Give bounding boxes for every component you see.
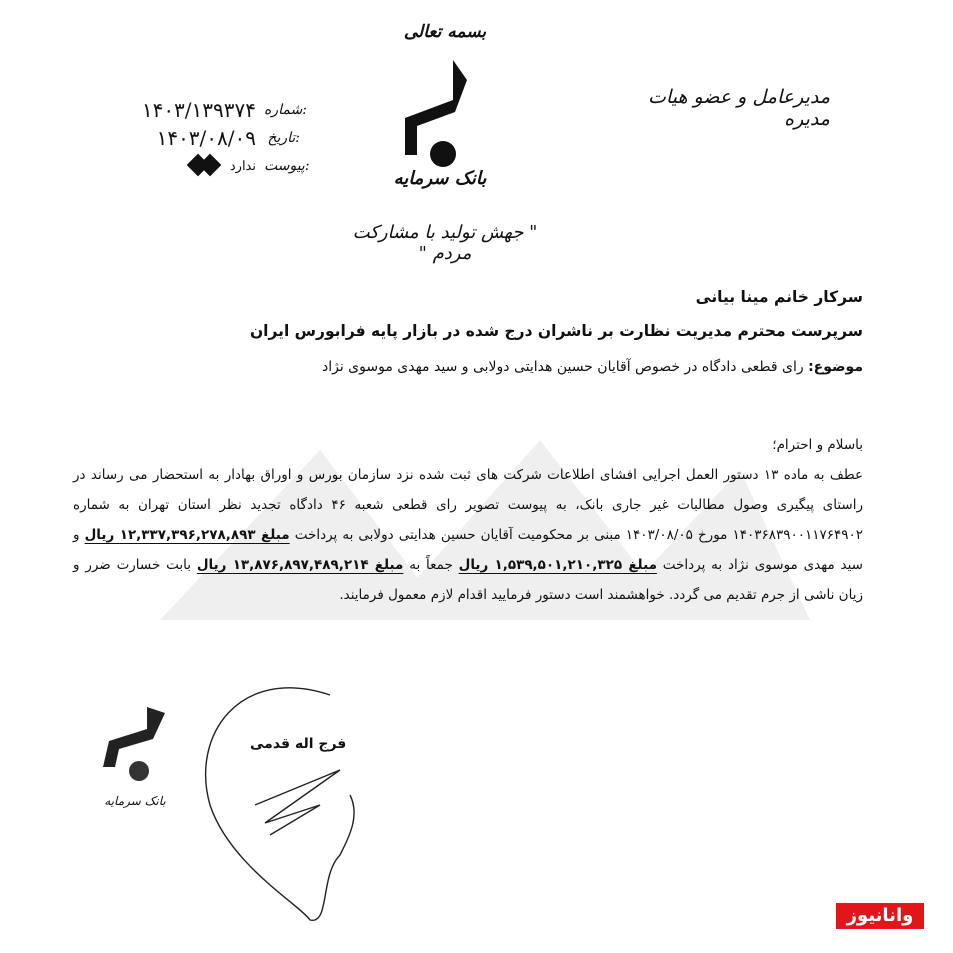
body-paragraph (73, 460, 863, 610)
subject-text: رای قطعی دادگاه در خصوص آقایان حسین هدایتی دولابی و سید مهدی موسوی نژاد (321, 359, 804, 375)
bank-logo (395, 60, 475, 180)
paragraph-text: عطف به ماده ۱۳ دستور العمل اجرایی افشای اطلاعات شرکت های ثبت شده نزد سازمان بورس و اوراق بهادار به استحضار می رساند در راستای پیگیری وصول مطالبات غیر جاری بانک، به پیوست تصویر رای قطعی شعبه ۴۶ دادگاه تجدید نظر استان تهران به شماره ۱۴۰۳۶۸۳۹۰۰۱۱۷۶۴۹۰۲ مورخ ۱۴۰۳/۰۸/۰۵ مبنی بر محکومیت آقایان حسین هدایتی دولابی به پرداخت (73, 467, 863, 543)
letter-meta (110, 96, 310, 180)
number-value: ۱۴۰۳/۱۳۹۳۷۴ (141, 98, 256, 122)
letter-body (73, 430, 863, 610)
diamond-icon (188, 154, 222, 178)
subject-line (322, 359, 863, 375)
date-label: تاریخ: (267, 130, 300, 146)
connector-text: جمعاً به (403, 557, 459, 573)
basmala-heading: بسمه تعالی (403, 22, 487, 42)
recipient-name: سرکار خانم مینا بیانی (695, 288, 863, 306)
meta-date-row (110, 124, 300, 152)
date-value: ۱۴۰۳/۰۸/۰۹ (156, 126, 256, 150)
greeting: باسلام و احترام؛ (772, 437, 863, 453)
recipient-title: سرپرست محترم مدیریت نظارت بر ناشران درج شده در بازار پایه فرابورس ایران (249, 322, 863, 340)
attachment-value: ندارد (229, 158, 256, 174)
bank-stamp (95, 705, 175, 815)
subject-label: موضوع: (808, 359, 863, 375)
source-watermark-logo: وانانیوز (836, 903, 924, 929)
bank-name: بانک سرمایه (393, 168, 487, 189)
amount-total: مبلغ ۱۳,۸۷۶,۸۹۷,۴۸۹,۲۱۴ ریال (196, 557, 404, 573)
meta-attachment-row (110, 152, 310, 180)
stamp-text: بانک سرمایه (104, 794, 166, 808)
signatory-name: فرج اله قدمی (250, 736, 347, 752)
attachment-label: پیوست: (264, 158, 310, 174)
amount-1: مبلغ ۱۲,۳۳۷,۳۹۶,۲۷۸,۸۹۳ ریال (84, 527, 290, 543)
signature-scribble (180, 675, 380, 925)
paragraph-end: بابت خسارت ضرر و زیان ناشی از جرم تقدیم می گردد. خواهشمند است دستور فرمایید اقدام لازم معمول فرمایند. (73, 557, 863, 603)
amount-2: مبلغ ۱,۵۳۹,۵۰۱,۲۱۰,۳۲۵ ریال (458, 557, 657, 573)
bank-slogan: " جهش تولید با مشارکت مردم " (352, 222, 538, 264)
sender-title: مدیرعامل و عضو هیات مدیره (648, 86, 830, 130)
connector-text: و سید مهدی موسوی نژاد به پرداخت (73, 527, 863, 573)
meta-number-row (110, 96, 307, 124)
number-label: شماره: (264, 102, 307, 118)
